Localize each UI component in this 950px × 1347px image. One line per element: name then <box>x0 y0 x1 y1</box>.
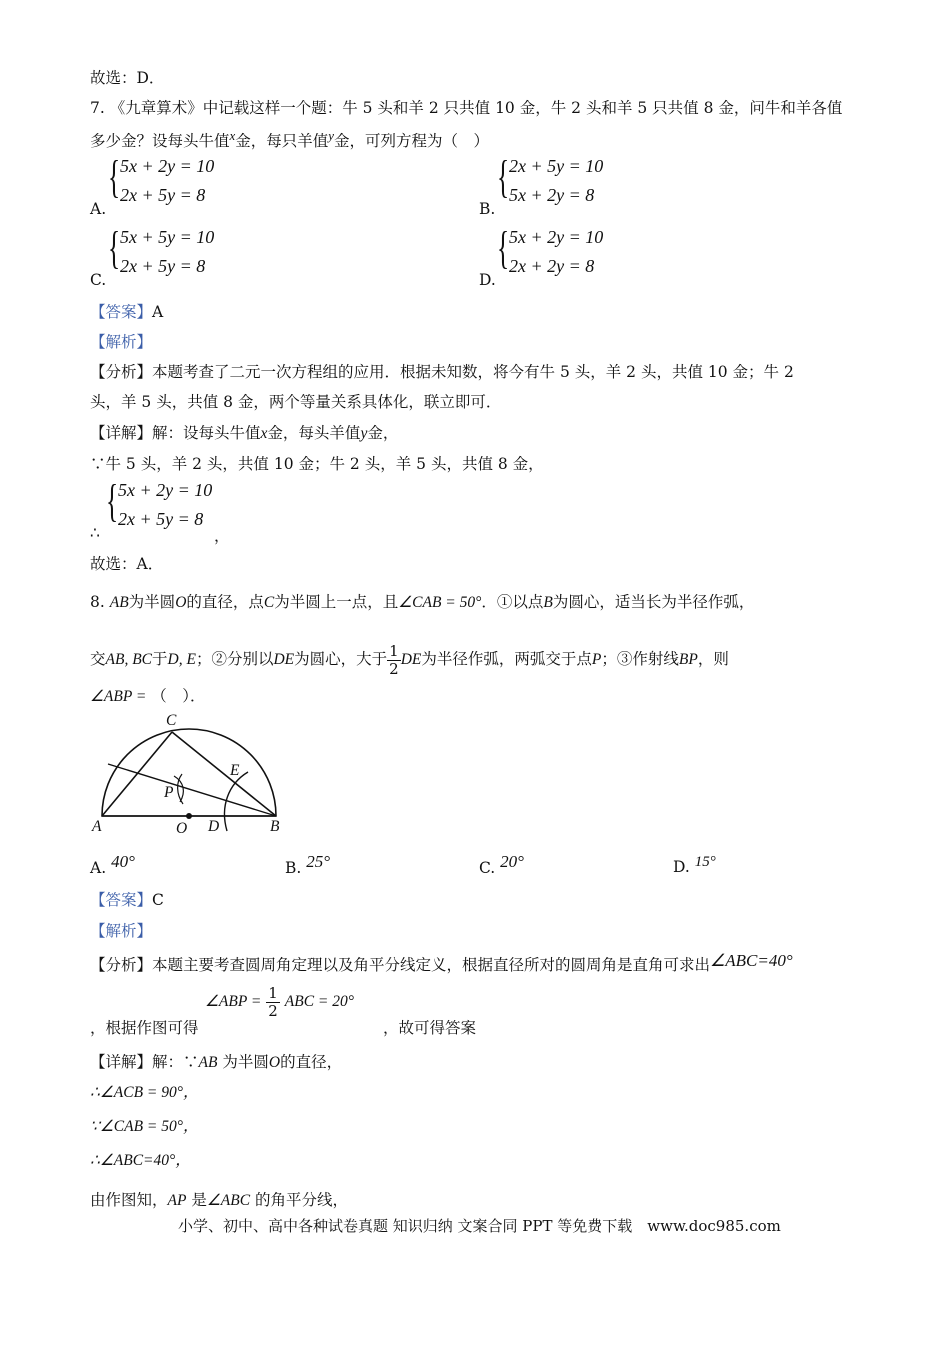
q8-text: 为圆心，大于 <box>294 650 388 668</box>
q7-option-a-label: A. <box>90 200 107 218</box>
q8-text: （ ）． <box>151 687 206 705</box>
q8-option-b: B. 25° <box>285 852 331 877</box>
angle-abp: ∠ABP = <box>90 688 147 705</box>
q8-option-c: C. 20° <box>479 852 524 877</box>
q8-step4: 由作图知，AP 是∠ABC 的角平分线， <box>90 1191 349 1209</box>
q8-stem-line3 <box>90 684 206 706</box>
equation: 2x + 2y = 8 <box>509 256 595 276</box>
q7-selection: 故选：A． <box>90 555 164 573</box>
point-o: O <box>175 594 187 611</box>
q8-detail-line1: 【详解】解：∵AB 为半圆O的直径， <box>90 1053 343 1071</box>
detail-tag: 【详解】 <box>90 424 153 442</box>
equation: 5x + 2y = 10 <box>120 156 215 176</box>
q8-text: 为半径作弧，两弧交于点 <box>421 650 592 668</box>
q8-option-d: D. 15° <box>673 854 716 876</box>
geometry-figure <box>90 712 290 846</box>
q8-option-a: A. 40° <box>90 852 135 877</box>
q8-text: ．①以点 <box>481 593 544 611</box>
q7-answer <box>90 300 163 322</box>
q8-text: 的直径，点 <box>186 593 264 611</box>
semicircle-diagram <box>90 712 290 842</box>
q7-analysis-line2: 头，羊 5 头，共值 8 金，两个等量关系具体化，联立即可． <box>90 393 502 411</box>
q7-because-line: ∵牛 5 头，羊 2 头，共值 10 金；牛 2 头，羊 5 头，共值 8 金， <box>90 455 544 473</box>
var-x: x <box>229 128 236 143</box>
q7-therefore-symbol: ∴ <box>90 524 100 542</box>
segment-de: DE <box>400 651 422 668</box>
segments-ab-bc: AB, BC <box>105 651 153 668</box>
q7-option-d-label: D. <box>479 271 496 289</box>
q8-text: 为圆心，适当长为半径作弧， <box>552 593 755 611</box>
brace-icon: { <box>497 151 510 202</box>
var-y: y <box>328 128 334 143</box>
brace-icon: { <box>108 222 121 273</box>
equation: 5x + 2y = 10 <box>509 227 604 247</box>
points-d-e: D, E <box>167 651 196 668</box>
brace-icon: { <box>108 151 121 202</box>
analysis-tag: 【分析】 <box>90 956 153 974</box>
q8-analysis-tag: 【解析】 <box>90 922 153 940</box>
arc-p2 <box>174 776 183 802</box>
q8-analysis-line2: ，根据作图可得 <box>90 1019 199 1037</box>
q7-option-c-system <box>108 222 248 285</box>
page-footer: 小学、初中、高中各种试卷真题 知识归纳 文案合同 PPT 等免费下载 www.doc985.com <box>178 1217 781 1235</box>
answer-tag: 【答案】 <box>90 891 153 909</box>
segment-de: DE <box>273 651 295 668</box>
label-b: B <box>270 818 280 835</box>
q8-text: ；②分别以 <box>195 650 274 668</box>
equation: 2x + 5y = 8 <box>118 509 204 529</box>
center-o <box>186 813 192 819</box>
q7-stem-line1: 7. 《九章算术》中记载这样一个题：牛 5 头和羊 2 只共值 10 金，牛 2 头和羊 5 只共值 8 金，问牛和羊各值 <box>90 99 843 117</box>
q8-text: ；③作射线 <box>601 650 679 668</box>
q8-text: 于 <box>152 650 168 668</box>
answer-value: A <box>152 303 164 321</box>
q7-stem-text: 多少金？设每头牛值 <box>90 132 230 151</box>
q7-option-d-system <box>497 222 637 285</box>
q8-text: 交 <box>90 650 106 668</box>
equation: 5x + 2y = 10 <box>118 480 213 500</box>
q8-stem-line1 <box>90 590 754 612</box>
analysis-text: 本题主要考查圆周角定理以及角平分线定义，根据直径所对的圆周角是直角可求出 <box>152 956 711 974</box>
q7-analysis-line1 <box>90 360 794 382</box>
answer-value: C <box>152 891 164 909</box>
label-e: E <box>230 762 240 779</box>
point-b: B <box>543 594 553 611</box>
q8-text: ，则 <box>697 650 729 668</box>
q8-analysis-line1 <box>90 953 793 975</box>
analysis-text: 本题考查了二元一次方程组的应用．根据未知数，将今有牛 5 头，羊 2 头，共值 10 金；牛 2 <box>152 363 794 381</box>
q7-option-c-label: C. <box>90 271 107 289</box>
label-o: O <box>176 820 188 837</box>
q8-analysis-formula: ∠ABP = $\frac{1}{2}$ ABC = 20° <box>205 984 354 1020</box>
label-c: C <box>166 712 177 729</box>
ray-bp: BP <box>678 651 698 668</box>
detail-tag: 【详解】 <box>90 1053 153 1071</box>
q8-answer <box>90 888 164 910</box>
var-y: y <box>360 425 368 442</box>
angle-abc: ∠ABC=40° <box>710 951 793 970</box>
angle-cab: ∠CAB = 50° <box>398 594 482 611</box>
q8-step2: ∵∠CAB = 50°， <box>90 1118 199 1135</box>
q7-option-a-system <box>108 151 248 214</box>
q7-option-b-system <box>497 151 637 214</box>
answer-tag: 【答案】 <box>90 303 153 321</box>
fraction-half: $\frac{1}{2}$ <box>389 642 399 678</box>
q7-stem-text: 金，可列方程为（ ） <box>334 132 490 151</box>
q8-analysis-line2-end: ，故可得答案 <box>383 1019 477 1037</box>
arc-p1 <box>178 774 183 804</box>
equation: 2x + 5y = 8 <box>120 185 206 205</box>
label-d: D <box>208 818 220 835</box>
q8-stem-line2 <box>90 643 729 677</box>
q8-step3: ∴∠ABC=40°， <box>90 1152 191 1169</box>
detail-text: 金， <box>367 424 399 442</box>
equation: 5x + 2y = 8 <box>509 185 595 205</box>
q7-analysis-tag: 【解析】 <box>90 333 153 351</box>
point-c: C <box>263 594 275 611</box>
q7-detail-line1 <box>90 421 398 443</box>
ray-bp <box>108 764 276 816</box>
brace-icon: { <box>106 475 119 526</box>
segment-ab: AB <box>109 594 129 611</box>
q7-solution-comma: ， <box>214 527 230 545</box>
equation: 2x + 5y = 8 <box>120 256 206 276</box>
q8-number: 8. <box>90 593 105 611</box>
equation: 2x + 5y = 10 <box>509 156 604 176</box>
label-p: P <box>164 784 174 801</box>
point-p: P <box>591 651 602 668</box>
analysis-tag: 【分析】 <box>90 363 153 381</box>
previous-answer-line: 故选：D． <box>90 69 165 87</box>
brace-icon: { <box>497 222 510 273</box>
detail-text: 解：设每头牛值 <box>152 424 261 442</box>
label-a: A <box>92 818 102 835</box>
equation: 5x + 5y = 10 <box>120 227 215 247</box>
q7-stem-line2 <box>90 128 489 151</box>
q8-text: 为半圆上一点，且 <box>274 593 399 611</box>
var-x: x <box>260 425 268 442</box>
semicircle-arc <box>102 729 276 816</box>
q7-stem-text: 金，每只羊值 <box>235 132 329 151</box>
detail-text: 金，每头羊值 <box>267 424 361 442</box>
q8-text: 为半圆 <box>128 593 176 611</box>
q8-step1: ∴∠ACB = 90°， <box>90 1084 199 1101</box>
q7-option-b-label: B. <box>479 200 496 218</box>
chord-bc <box>172 732 276 816</box>
